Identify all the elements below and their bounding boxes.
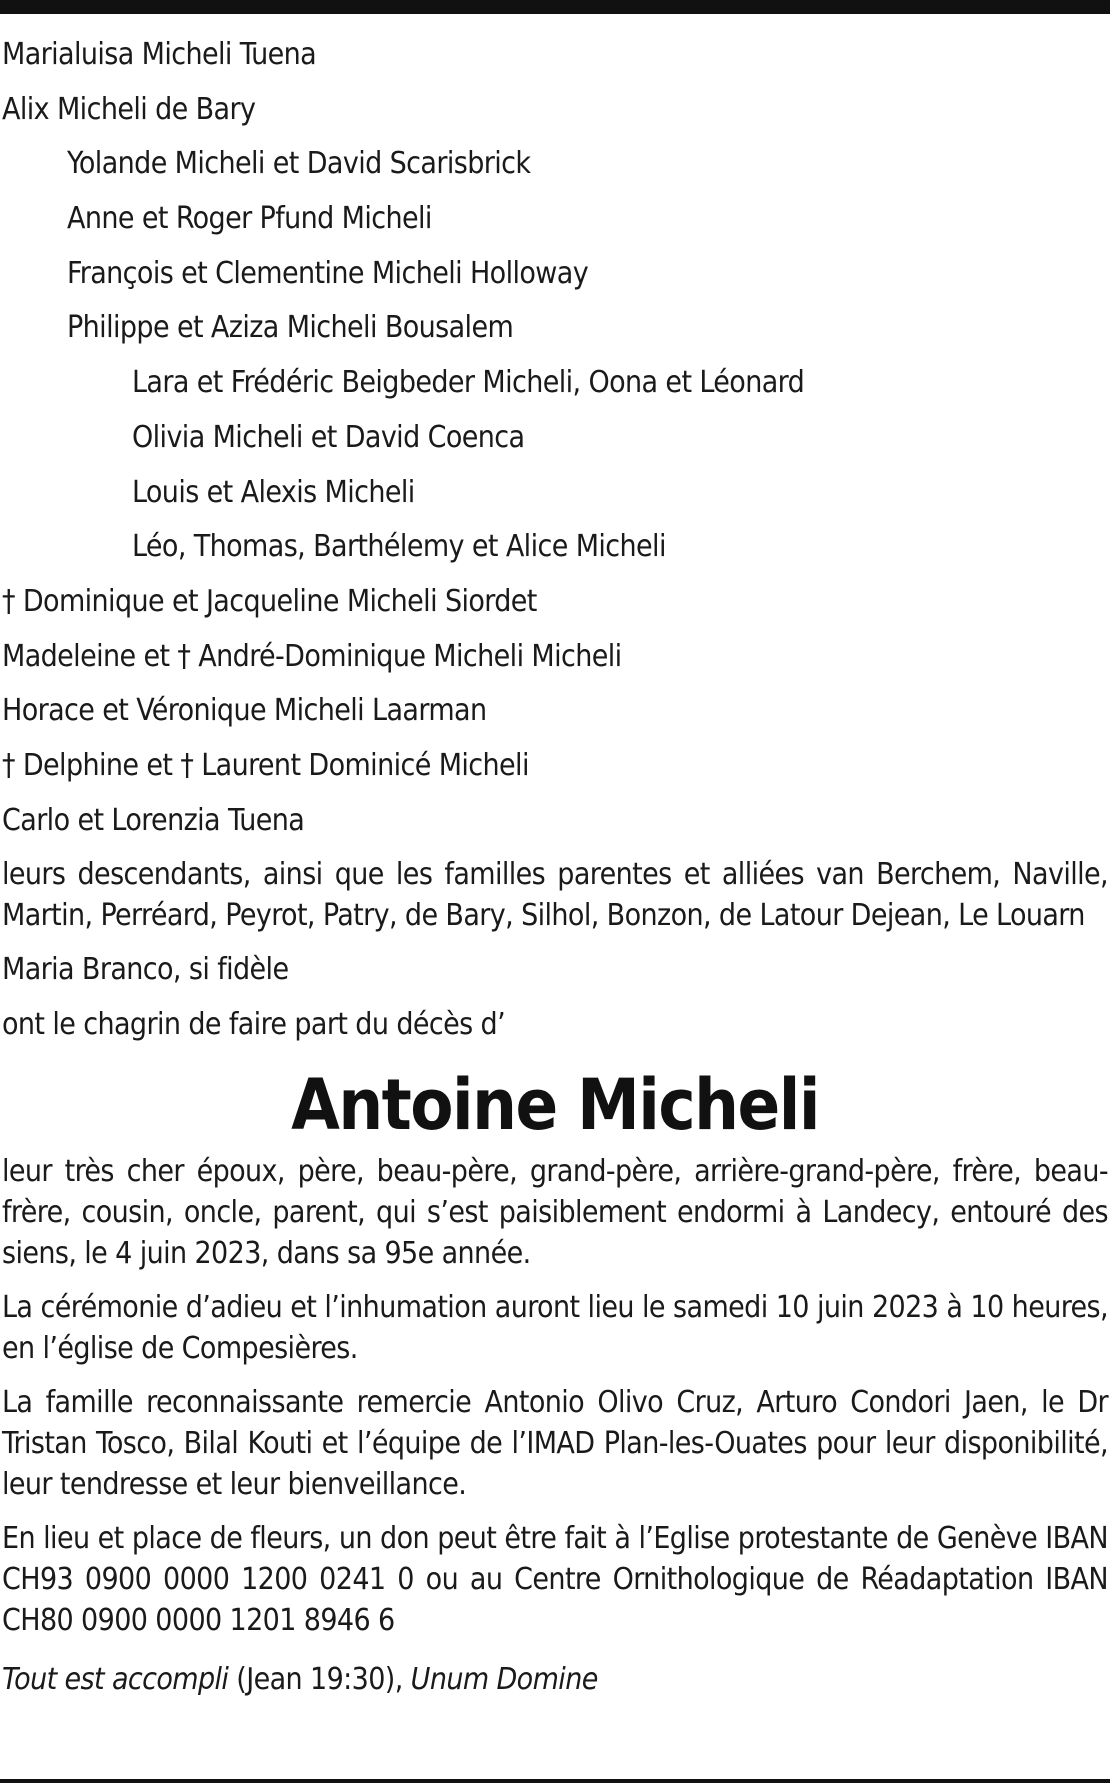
top-border [0, 0, 1110, 14]
family-member-line: Alix Micheli de Bary [2, 91, 256, 127]
closing-verse [2, 1659, 1108, 1700]
family-member-line: Louis et Alexis Micheli [132, 474, 415, 510]
closing-verse-part1: Tout est accompli [2, 1661, 229, 1697]
family-member-line: Léo, Thomas, Barthélemy et Alice Micheli [132, 529, 666, 565]
family-list [2, 34, 1108, 854]
family-member-line: Philippe et Aziza Micheli Bousalem [67, 310, 514, 346]
deceased-name: Antoine Micheli [291, 1063, 819, 1146]
donation-paragraph: En lieu et place de fleurs, un don peut être fait à l’Eglise protestante de Genève IBAN CH93 0900 0000 1200 0241 0 ou au Centre Ornithologique de Réadaptation IBAN CH80 0900 0000 1201 8946 6 [2, 1520, 1108, 1638]
family-member-line: Marialuisa Micheli Tuena [2, 37, 317, 72]
ceremony-paragraph: La cérémonie d’adieu et l’inhumation auront lieu le samedi 10 juin 2023 à 10 heures, en l’église de Compesières. [2, 1289, 1108, 1366]
bottom-border [0, 1779, 1110, 1783]
family-member-line: Yolande Micheli et David Scarisbrick [67, 146, 531, 182]
descendants-paragraph: leurs descendants, ainsi que les familles parentes et alliées van Berchem, Naville, Martin, Perréard, Peyrot, Patry, de Bary, Silhol, Bonzon, de Latour Dejean, Le Louarn [2, 857, 1108, 934]
family-member-line: Anne et Roger Pfund Micheli [67, 201, 432, 237]
family-member-line: † Dominique et Jacqueline Micheli Siordet [2, 583, 537, 619]
obituary-content [2, 34, 1108, 1730]
closing-verse-reference: (Jean 19:30), [228, 1661, 411, 1697]
family-member-line: Carlo et Lorenzia Tuena [2, 802, 305, 838]
thanks-paragraph: La famille reconnaissante remercie Antonio Olivo Cruz, Arturo Condori Jaen, le Dr Tristan Tosco, Bilal Kouti et l’équipe de l’IMAD Plan-les-Ouates pour leur disponibilité, leur tendresse et leur bienveillance. [2, 1384, 1108, 1502]
family-member-line: Olivia Micheli et David Coenca [132, 419, 525, 455]
family-member-line: Horace et Véronique Micheli Laarman [2, 693, 487, 729]
maria-line: Maria Branco, si fidèle [2, 952, 289, 988]
family-member-line: † Delphine et † Laurent Dominicé Micheli [2, 747, 529, 783]
family-member-line: François et Clementine Micheli Holloway [67, 255, 589, 291]
family-member-line: Madeleine et † André-Dominique Micheli Micheli [2, 638, 622, 674]
announcement-line: ont le chagrin de faire part du décès d’ [2, 1007, 506, 1042]
description-paragraph: leur très cher époux, père, beau-père, grand-père, arrière-grand-père, frère, beau-frère, cousin, oncle, parent, qui s’est paisiblement endormi à Landecy, entouré des siens, le 4 juin 2023, dans sa 95e année. [2, 1153, 1108, 1271]
closing-verse-part3: Unum Domine [410, 1661, 598, 1697]
family-member-line: Lara et Frédéric Beigbeder Micheli, Oona et Léonard [132, 365, 805, 401]
